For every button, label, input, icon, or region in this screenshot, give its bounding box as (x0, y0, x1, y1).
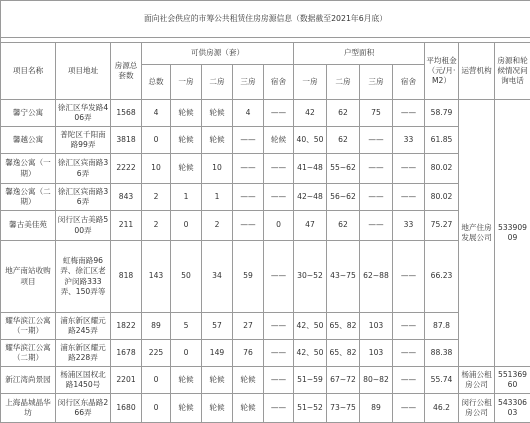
project-name: 新江湾尚景园 (1, 367, 56, 394)
available-dorm: —— (264, 313, 294, 340)
project-address: 徐汇区华发路406弄 (56, 100, 111, 127)
available-1: 0 (171, 340, 202, 367)
header-phone: 房源和轮候情况问询电话 (495, 43, 530, 100)
area-dorm: —— (393, 367, 425, 394)
total-units: 1568 (111, 100, 142, 127)
total-units: 1680 (111, 394, 142, 423)
header-rent: 平均租金（元/月·M2） (425, 43, 459, 100)
available-dorm: 0 (264, 211, 294, 241)
project-address: 闵行区古美路500弄 (56, 211, 111, 241)
avg-rent: 46.2 (425, 394, 459, 423)
available-3: 轮候 (233, 367, 264, 394)
total-units: 1678 (111, 340, 142, 367)
area-dorm: —— (393, 100, 425, 127)
available-total: 0 (142, 367, 171, 394)
available-dorm: —— (264, 100, 294, 127)
area-3: 62~88 (360, 241, 393, 313)
area-1: 51~52 (294, 394, 327, 423)
total-units: 818 (111, 241, 142, 313)
header-available-2: 二房 (202, 65, 233, 100)
area-3: —— (360, 184, 393, 211)
avg-rent: 88.38 (425, 340, 459, 367)
header-name: 项目名称 (1, 43, 56, 100)
available-total: 10 (142, 154, 171, 184)
operator-group-a: 地产住房发展公司 (459, 100, 495, 367)
project-name: 耀华滨江公寓（二期） (1, 340, 56, 367)
available-total: 89 (142, 313, 171, 340)
area-1: 40、50 (294, 127, 327, 154)
header-address: 项目地址 (56, 43, 111, 100)
available-total: 2 (142, 184, 171, 211)
project-address: 浦东新区耀元路245弄 (56, 313, 111, 340)
total-units: 843 (111, 184, 142, 211)
available-dorm: —— (264, 241, 294, 313)
header-row-1 (1, 43, 530, 65)
project-name: 馨逸公寓（一期） (1, 154, 56, 184)
available-3: 轮候 (233, 394, 264, 423)
total-units: 2222 (111, 154, 142, 184)
project-address: 杨浦区国权北路1450号 (56, 367, 111, 394)
area-2: 67~72 (327, 367, 360, 394)
available-1: 50 (171, 241, 202, 313)
project-name: 馨古美佳苑 (1, 211, 56, 241)
project-address: 虹梅南路96弄、徐汇区老沪闵路333弄、150弄等 (56, 241, 111, 313)
area-3: 103 (360, 313, 393, 340)
area-3: 103 (360, 340, 393, 367)
table-row (1, 154, 530, 184)
project-name: 上海晶城晶华坊 (1, 394, 56, 423)
phone-group-a: 53390909 (495, 100, 530, 367)
area-3: 75 (360, 100, 393, 127)
total-units: 1822 (111, 313, 142, 340)
available-2: 10 (202, 154, 233, 184)
available-3: —— (233, 127, 264, 154)
header-operator: 运营机构 (459, 43, 495, 100)
header-total: 房源总套数 (111, 43, 142, 100)
table-title: 面向社会供应的市筹公共租赁住房房源信息（数据截至2021年6月底） (1, 1, 530, 38)
header-available-1: 一房 (171, 65, 202, 100)
area-2: 65、82 (327, 313, 360, 340)
phone-group-b: 55136960 (495, 367, 530, 394)
available-3: 27 (233, 313, 264, 340)
avg-rent: 66.23 (425, 241, 459, 313)
area-1: 42~48 (294, 184, 327, 211)
area-dorm: —— (393, 340, 425, 367)
area-dorm: 33 (393, 127, 425, 154)
area-dorm: —— (393, 313, 425, 340)
area-1: 30~52 (294, 241, 327, 313)
available-total: 225 (142, 340, 171, 367)
available-2: 轮候 (202, 127, 233, 154)
operator-group-b: 杨浦公租房公司 (459, 367, 495, 394)
area-2: 62 (327, 100, 360, 127)
header-available-total: 总数 (142, 65, 171, 100)
total-units: 2201 (111, 367, 142, 394)
avg-rent: 58.79 (425, 100, 459, 127)
area-2: 62 (327, 211, 360, 241)
table-row (1, 127, 530, 154)
available-dorm: —— (264, 394, 294, 423)
table-row (1, 100, 530, 127)
available-2: 轮候 (202, 100, 233, 127)
area-1: 42、50 (294, 313, 327, 340)
area-3: —— (360, 154, 393, 184)
area-dorm: —— (393, 154, 425, 184)
header-area-3: 三房 (360, 65, 393, 100)
available-2: 2 (202, 211, 233, 241)
avg-rent: 80.02 (425, 154, 459, 184)
area-dorm: 33 (393, 211, 425, 241)
area-1: 41~48 (294, 154, 327, 184)
area-3: —— (360, 211, 393, 241)
available-1: 5 (171, 313, 202, 340)
avg-rent: 75.27 (425, 211, 459, 241)
avg-rent: 55.74 (425, 367, 459, 394)
available-total: 0 (142, 394, 171, 423)
area-dorm: —— (393, 394, 425, 423)
available-2: 57 (202, 313, 233, 340)
project-address: 浦东新区耀元路228弄 (56, 340, 111, 367)
area-3: —— (360, 127, 393, 154)
available-dorm: —— (264, 154, 294, 184)
available-2: 1 (202, 184, 233, 211)
available-1: 轮候 (171, 154, 202, 184)
available-1: 1 (171, 184, 202, 211)
header-area-group: 户型面积 (294, 43, 425, 65)
avg-rent: 80.02 (425, 184, 459, 211)
header-area-2: 二房 (327, 65, 360, 100)
area-2: 73~75 (327, 394, 360, 423)
available-3: —— (233, 211, 264, 241)
table-row (1, 241, 530, 313)
area-2: 65、82 (327, 340, 360, 367)
title-row (1, 1, 530, 38)
table-row (1, 394, 530, 423)
area-3: 89 (360, 394, 393, 423)
available-dorm: —— (264, 340, 294, 367)
project-address: 闵行区东晶路266弄 (56, 394, 111, 423)
phone-group-c: 54330603 (495, 394, 530, 423)
area-1: 42 (294, 100, 327, 127)
area-1: 51~59 (294, 367, 327, 394)
table-row (1, 313, 530, 340)
area-2: 43~75 (327, 241, 360, 313)
project-name: 馨逸公寓（二期） (1, 184, 56, 211)
header-area-dorm: 宿舍 (393, 65, 425, 100)
available-3: 4 (233, 100, 264, 127)
table-row (1, 211, 530, 241)
table-row (1, 367, 530, 394)
available-dorm: —— (264, 184, 294, 211)
available-total: 4 (142, 100, 171, 127)
available-2: 149 (202, 340, 233, 367)
available-1: 轮候 (171, 100, 202, 127)
area-2: 56~62 (327, 184, 360, 211)
available-1: 轮候 (171, 367, 202, 394)
project-address: 普陀区千阳南路99弄 (56, 127, 111, 154)
avg-rent: 87.8 (425, 313, 459, 340)
header-area-1: 一房 (294, 65, 327, 100)
available-3: —— (233, 154, 264, 184)
available-1: 轮候 (171, 127, 202, 154)
avg-rent: 61.85 (425, 127, 459, 154)
operator-group-c: 闵行公租房公司 (459, 394, 495, 423)
available-1: 轮候 (171, 394, 202, 423)
available-3: 76 (233, 340, 264, 367)
project-name: 地产南站收购项目 (1, 241, 56, 313)
available-total: 2 (142, 211, 171, 241)
available-3: 59 (233, 241, 264, 313)
area-1: 42、50 (294, 340, 327, 367)
area-2: 62 (327, 127, 360, 154)
available-2: 轮候 (202, 394, 233, 423)
project-name: 馨越公寓 (1, 127, 56, 154)
area-dorm: —— (393, 241, 425, 313)
header-available-group: 可供房源（套） (142, 43, 294, 65)
table-row (1, 184, 530, 211)
table-row (1, 340, 530, 367)
available-2: 34 (202, 241, 233, 313)
area-dorm: —— (393, 184, 425, 211)
available-total: 0 (142, 127, 171, 154)
project-name: 馨宁公寓 (1, 100, 56, 127)
header-available-3: 三房 (233, 65, 264, 100)
project-address: 徐汇区宾南路36弄 (56, 184, 111, 211)
total-units: 3818 (111, 127, 142, 154)
area-3: 80~82 (360, 367, 393, 394)
project-name: 耀华滨江公寓（一期） (1, 313, 56, 340)
available-total: 143 (142, 241, 171, 313)
area-1: 47 (294, 211, 327, 241)
area-2: 55~62 (327, 154, 360, 184)
available-1: 0 (171, 211, 202, 241)
project-address: 徐汇区宾南路36弄 (56, 154, 111, 184)
total-units: 211 (111, 211, 142, 241)
available-3: —— (233, 184, 264, 211)
available-2: 轮候 (202, 367, 233, 394)
header-available-dorm: 宿舍 (264, 65, 294, 100)
available-dorm: —— (264, 367, 294, 394)
available-dorm: 轮候 (264, 127, 294, 154)
